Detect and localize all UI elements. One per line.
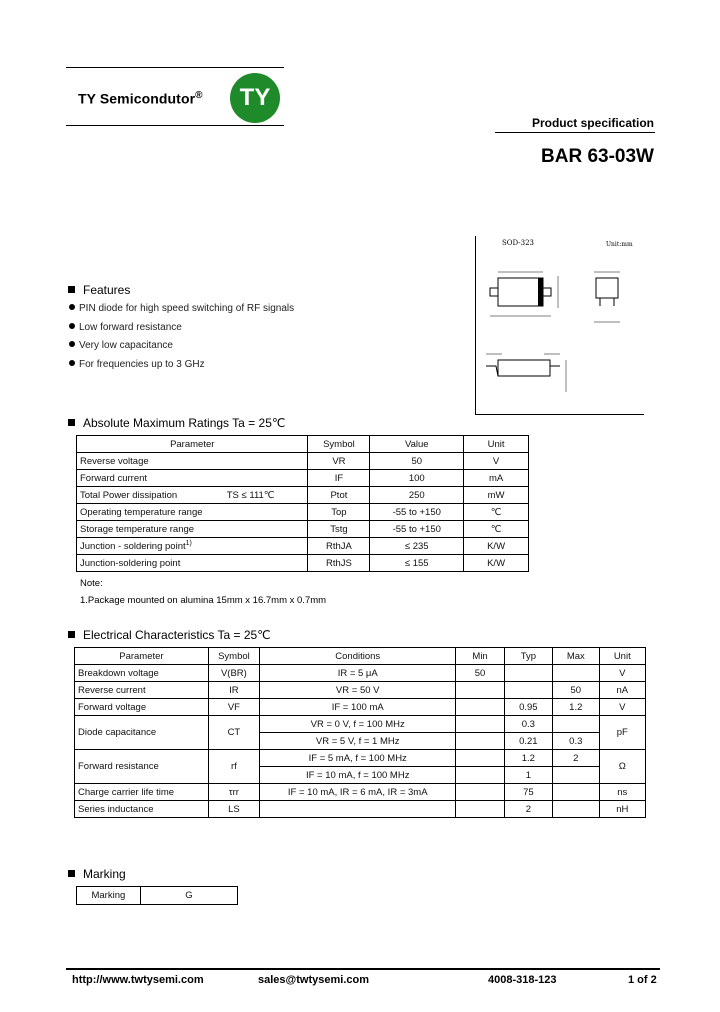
- table-header-row: [75, 648, 646, 665]
- marking-label: Marking: [77, 887, 141, 905]
- table-row: Junction - soldering point$^{1)}$ RthJA ≤ 235 K/W: [77, 538, 529, 555]
- brand-name: TY Semicondutor®: [78, 90, 203, 107]
- header-cell: Symbol: [308, 436, 370, 453]
- product-spec-label: Product specification: [531, 116, 654, 130]
- elec-table: [74, 647, 646, 818]
- table-row: [77, 887, 238, 905]
- header-cell: Max: [553, 648, 599, 665]
- abs-max-table: [76, 435, 529, 572]
- header-cell: Symbol: [208, 648, 259, 665]
- table-row: Forward voltage VF IF = 100 mA 0.95 1.2 V: [75, 699, 646, 716]
- header-cell: Min: [456, 648, 504, 665]
- feature-item: For frequencies up to 3 GHz: [80, 359, 205, 370]
- table-header-row: [77, 436, 529, 453]
- table-row: Storage temperature range Tstg -55 to +150 ℃: [77, 521, 529, 538]
- marking-value: G: [140, 887, 237, 905]
- feature-item: Low forward resistance: [80, 322, 182, 333]
- package-drawing: [475, 236, 644, 415]
- header-cell: Parameter: [75, 648, 209, 665]
- company-logo: TY: [230, 73, 280, 123]
- table-row: Reverse voltage VR 50 V: [77, 453, 529, 470]
- footer-email[interactable]: sales@twtysemi.com: [258, 974, 369, 986]
- table-row: Operating temperature range Top -55 to +150 ℃: [77, 504, 529, 521]
- feature-item: PIN diode for high speed switching of RF signals: [80, 303, 294, 314]
- table-row: Charge carrier life time τrr IF = 10 mA, IR = 6 mA, IR = 3mA 75 ns: [75, 784, 646, 801]
- part-number: BAR 63-03W: [541, 146, 654, 167]
- header-cell: Unit: [464, 436, 529, 453]
- footer-page-number: 1 of 2: [628, 974, 657, 986]
- header-cell: Conditions: [259, 648, 456, 665]
- table-row: VR = 5 V, f = 1 MHz 0.21 0.3: [75, 733, 646, 750]
- header-cell: Unit: [599, 648, 645, 665]
- package-name: SOD-323: [502, 239, 535, 247]
- package-unit: Unit:mm: [606, 241, 633, 248]
- table-row: Forward current IF 100 mA: [77, 470, 529, 487]
- feature-item: Very low capacitance: [80, 340, 173, 351]
- header-cell: Typ: [504, 648, 552, 665]
- table-row: Junction-soldering point RthJS ≤ 155 K/W: [77, 555, 529, 572]
- header-cell: Value: [370, 436, 464, 453]
- table-row: Series inductance LS 2 nH: [75, 801, 646, 818]
- footer-website[interactable]: http://www.twtysemi.com: [72, 974, 204, 986]
- footer-phone: 4008-318-123: [488, 974, 557, 986]
- table-row: Forward resistance rf IF = 5 mA, f = 100 MHz 1.2 2 Ω: [75, 750, 646, 767]
- table-row: Reverse current IR VR = 50 V 50 nA: [75, 682, 646, 699]
- header-cell: Parameter: [77, 436, 308, 453]
- features-heading: Features: [68, 283, 130, 297]
- marking-table: [76, 886, 238, 905]
- abs-max-heading: Absolute Maximum Ratings Ta = 25℃: [68, 416, 285, 430]
- note-label: Note:: [80, 578, 103, 589]
- table-row: Total Power dissipation TS ≤ 111℃ Ptot 250 mW: [77, 487, 529, 504]
- table-row: Breakdown voltage V(BR) IR = 5 μA 50 V: [75, 665, 646, 682]
- elec-heading: Electrical Characteristics Ta = 25℃: [68, 628, 271, 642]
- table-row: Diode capacitance CT VR = 0 V, f = 100 MHz 0.3 pF: [75, 716, 646, 733]
- table-row: IF = 10 mA, f = 100 MHz 1: [75, 767, 646, 784]
- package-outline-svg: [476, 236, 644, 406]
- marking-heading: Marking: [68, 867, 126, 881]
- note-text: 1.Package mounted on alumina 15mm x 16.7mm x 0.7mm: [80, 595, 327, 606]
